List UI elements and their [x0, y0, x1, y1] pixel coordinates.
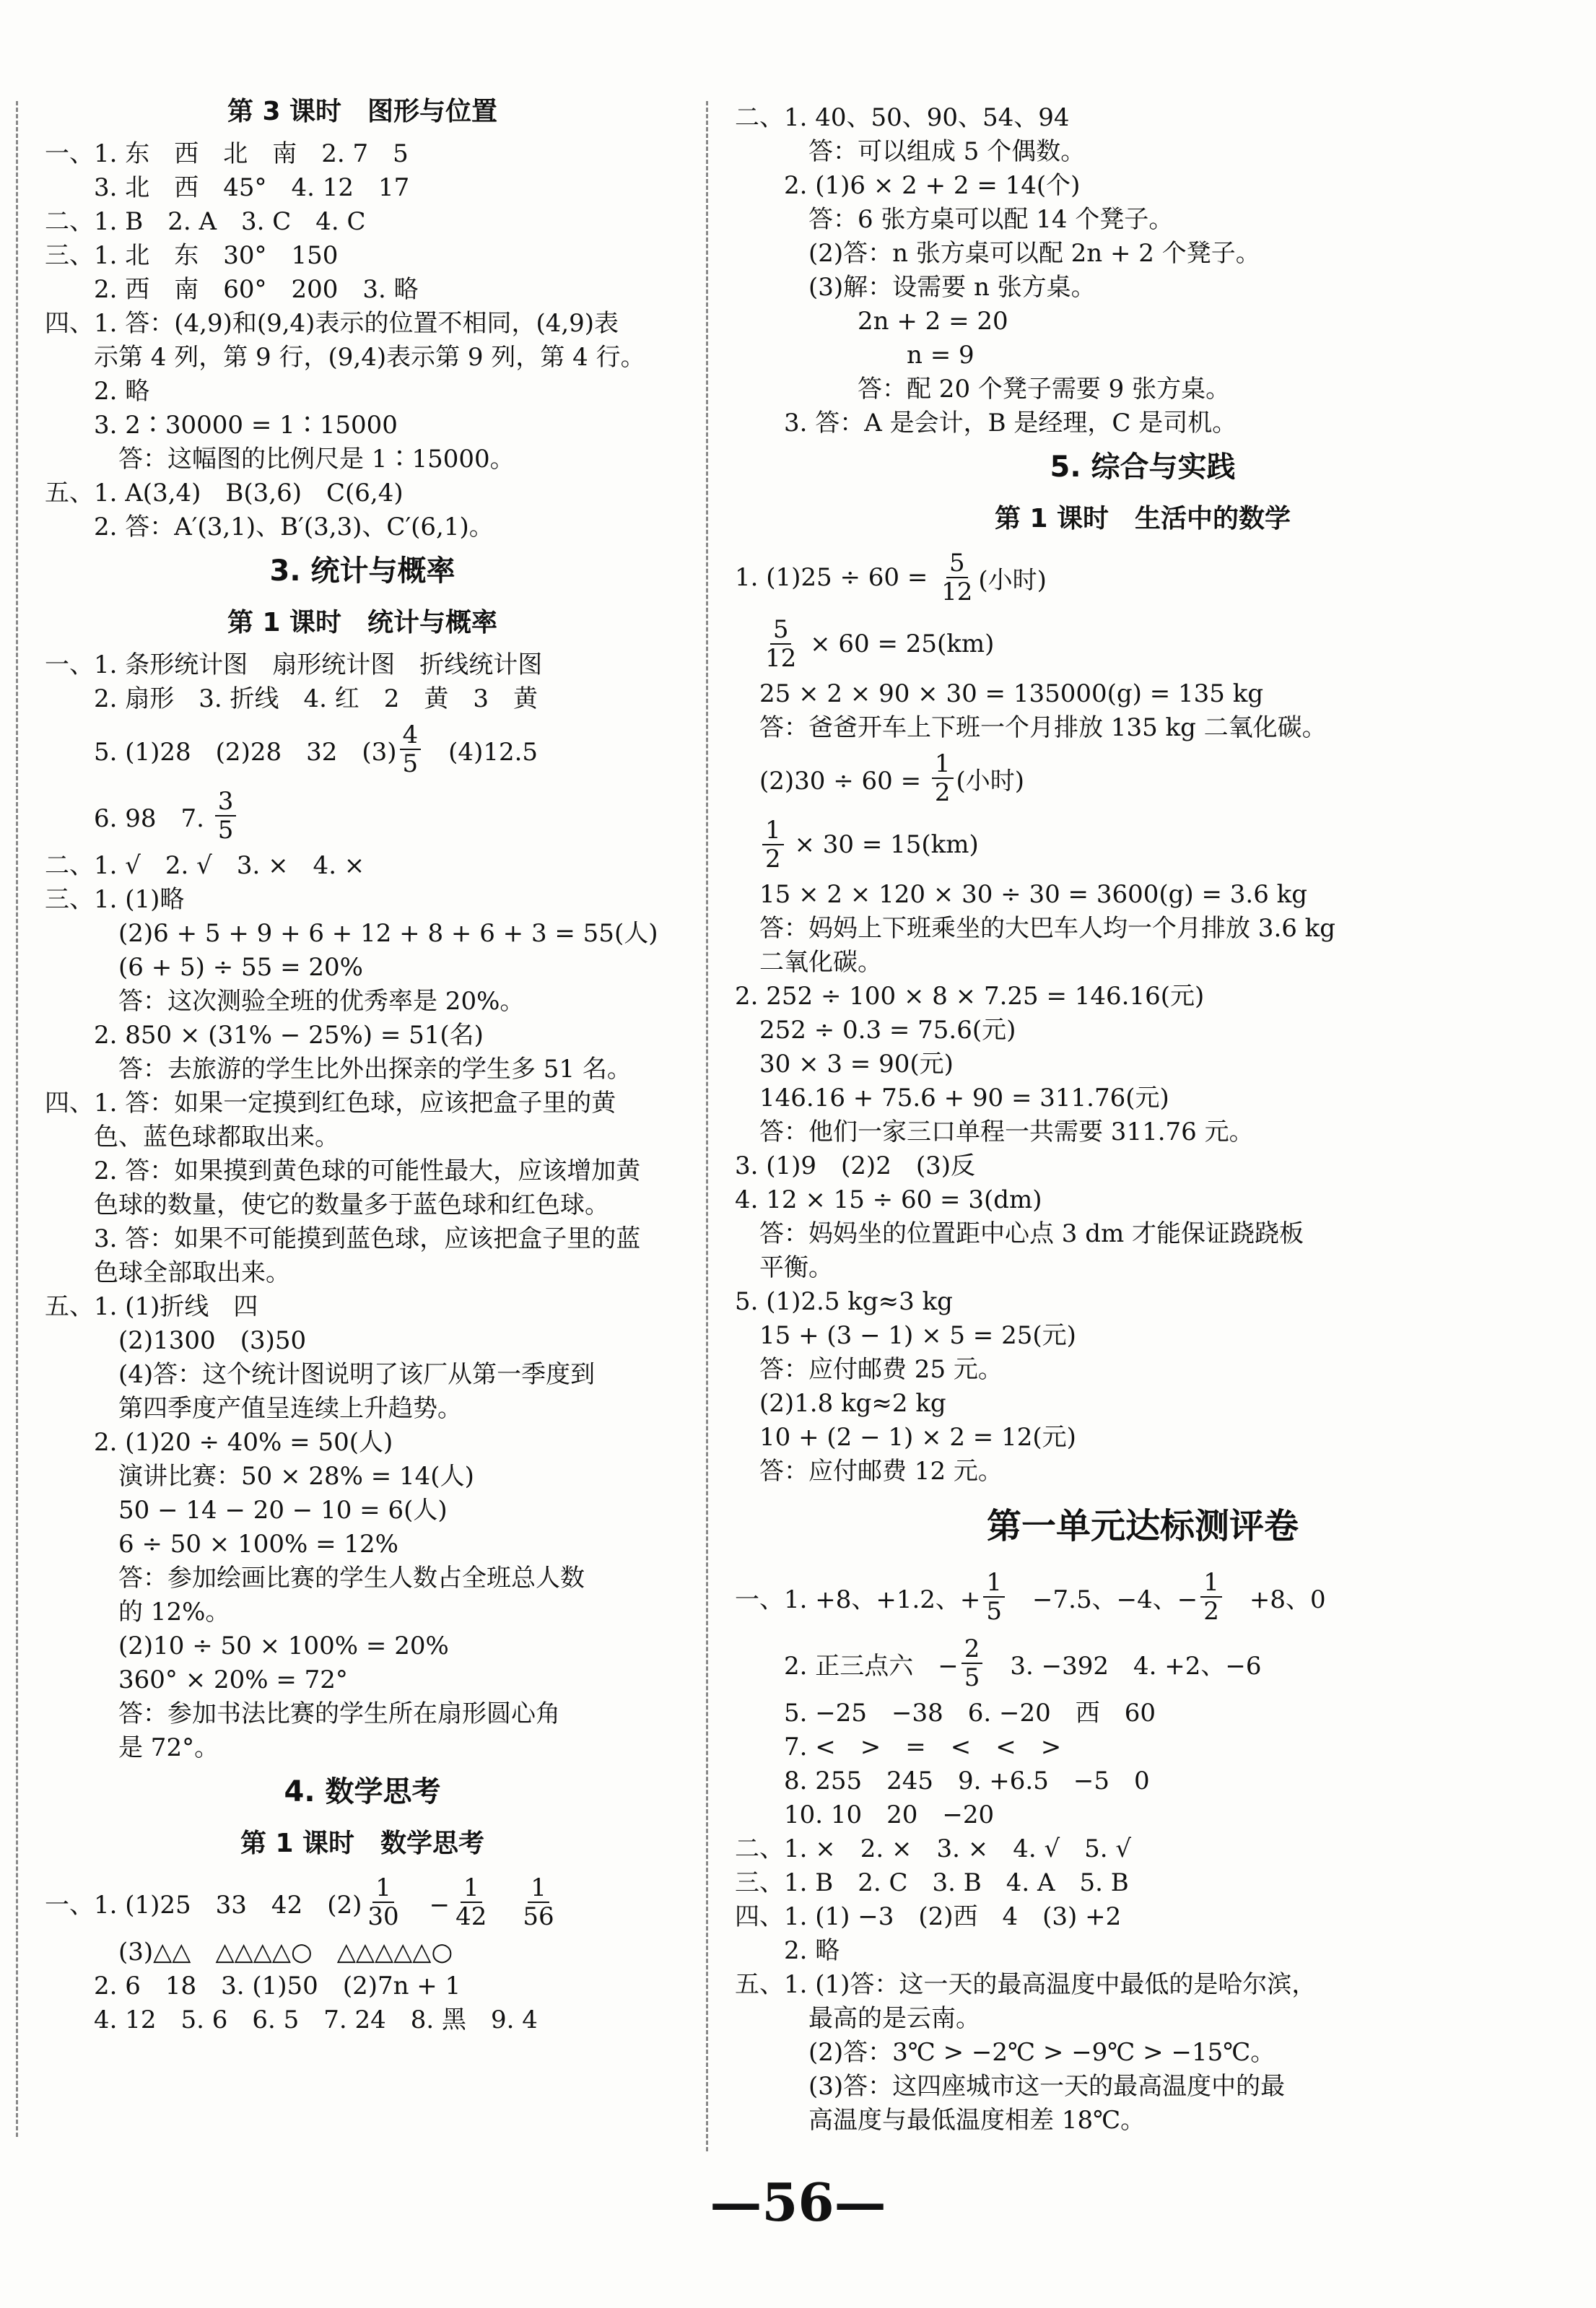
answer-line: 答：6 张方桌可以配 14 个凳子。 — [735, 205, 1174, 234]
fraction-numerator: 4 — [400, 721, 422, 750]
answer-line: 答：可以组成 5 个偶数。 — [735, 137, 1086, 166]
answer-line: 色球的数量，使它的数量多于蓝色球和红色球。 — [45, 1190, 609, 1219]
fraction — [983, 1569, 1005, 1625]
text-segment — [735, 627, 759, 662]
answer-line: 四、1. 答：(4,9)和(9,4)表示的位置不相同，(4,9)表 — [45, 309, 619, 338]
fraction — [400, 721, 422, 778]
answer-line: (2)1.8 kg≈2 kg — [735, 1389, 946, 1418]
fraction — [215, 788, 237, 844]
answer-line: 2. 答：如果摸到黄色球的可能性最大，应该增加黄 — [45, 1157, 641, 1185]
fraction-denominator: 5 — [986, 1597, 1003, 1626]
answer-line-with-fraction — [735, 1564, 1551, 1630]
answer-line: (3)解：设需要 n 张方桌。 — [735, 273, 1096, 302]
answer-line: 3. 北 西 45° 4. 12 17 — [45, 173, 410, 202]
fraction — [453, 1874, 489, 1930]
fraction-denominator: 2 — [765, 845, 781, 874]
answer-line: 答：这幅图的比例尺是 1∶15000。 — [45, 445, 515, 474]
answer-line: 答：应付邮费 12 元。 — [735, 1457, 1003, 1486]
answer-line: 四、1. 答：如果一定摸到红色球，应该把盒子里的黄 — [45, 1089, 616, 1118]
answer-line: 10 + (2 − 1) × 2 = 12(元) — [735, 1423, 1076, 1452]
answer-line: 25 × 2 × 90 × 30 = 135000(g) = 135 kg — [735, 679, 1264, 708]
text-segment: − — [404, 1890, 450, 1920]
fraction — [520, 1874, 557, 1930]
answer-line: 二氧化碳。 — [735, 948, 882, 977]
answer-line: 答：配 20 个凳子需要 9 张方桌。 — [735, 375, 1231, 404]
fraction-numerator: 2 — [961, 1635, 983, 1664]
fraction-numerator: 3 — [215, 788, 237, 816]
answer-line: 演讲比赛：50 × 28% = 14(人) — [45, 1462, 474, 1491]
text-segment: (4)12.5 — [424, 737, 538, 767]
answer-line: 2. 略 — [735, 1936, 840, 1965]
fraction-numerator: 1 — [932, 750, 954, 779]
answer-line: 三、1. B 2. C 3. B 4. A 5. B — [735, 1868, 1129, 1897]
answer-line: 10. 10 20 −20 — [735, 1800, 995, 1829]
answer-line: (2)1300 (3)50 — [45, 1326, 307, 1355]
answer-line: 二、1. √ 2. √ 3. × 4. × — [45, 851, 365, 880]
answer-line: 答：爸爸开车上下班一个月排放 135 kg 二氧化碳。 — [735, 713, 1327, 742]
answer-line: 色、蓝色球都取出来。 — [45, 1123, 339, 1151]
answer-line: 四、1. (1) −3 (2)西 4 (3) +2 — [735, 1902, 1122, 1931]
answer-line: 3. 答：A 是会计，B 是经理，C 是司机。 — [735, 409, 1237, 437]
answer-line: 二、1. 40、50、90、54、94 — [735, 103, 1070, 132]
text-segment: 5. (1)28 (2)28 32 (3) — [45, 737, 397, 767]
answer-line: 高温度与最低温度相差 18℃。 — [735, 2106, 1146, 2135]
text-segment: × 30 = 15(km) — [786, 830, 979, 859]
fraction-denominator: 5 — [217, 816, 234, 845]
text-segment: 一、1. +8、+1.2、+ — [735, 1585, 981, 1614]
text-segment: 6. 98 7. — [45, 804, 212, 833]
section-heading: 第一单元达标测评卷 — [986, 1506, 1299, 1546]
text-segment: (2)30 ÷ 60 = — [735, 766, 929, 796]
answer-line: 2. 252 ÷ 100 × 8 × 7.25 = 146.16(元) — [735, 982, 1205, 1011]
answer-line: 15 × 2 × 120 × 30 ÷ 30 = 3600(g) = 3.6 kg — [735, 880, 1308, 909]
answer-line: 答：他们一家三口单程一共需要 311.76 元。 — [735, 1118, 1254, 1146]
fraction-denominator: 30 — [367, 1902, 399, 1931]
section-heading: 5. 综合与实践 — [1050, 450, 1236, 484]
text-segment: 一、1. (1)25 33 42 (2) — [45, 1890, 362, 1920]
answer-line-with-fraction — [735, 745, 1551, 811]
fraction-denominator: 5 — [964, 1663, 980, 1692]
fraction-denominator: 42 — [455, 1902, 487, 1931]
answer-line: 360° × 20% = 72° — [45, 1665, 348, 1694]
text-segment: −7.5、−4、− — [1008, 1585, 1198, 1614]
answer-line: 色球全部取出来。 — [45, 1258, 290, 1287]
lesson-heading: 第 3 课时 图形与位置 — [227, 97, 498, 126]
answer-line: 2. 6 18 3. (1)50 (2)7n + 1 — [45, 1972, 461, 2000]
answer-line: 三、1. (1)略 — [45, 885, 185, 914]
answer-line: 3. (1)9 (2)2 (3)反 — [735, 1151, 975, 1180]
answer-line: (2)6 + 5 + 9 + 6 + 12 + 8 + 6 + 3 = 55(人) — [45, 919, 658, 948]
answer-line-with-fraction — [735, 1630, 1551, 1697]
answer-line: 答：妈妈坐的位置距中心点 3 dm 才能保证跷跷板 — [735, 1219, 1304, 1248]
text-segment — [492, 1885, 517, 1920]
text-segment: +8、0 — [1224, 1585, 1326, 1614]
answer-line-with-fraction — [735, 544, 1551, 611]
answer-line: 2. 850 × (31% − 25%) = 51(名) — [45, 1021, 484, 1050]
answer-line: 答：妈妈上下班乘坐的大巴车人均一个月排放 3.6 kg — [735, 914, 1336, 943]
answer-line: 二、1. B 2. A 3. C 4. C — [45, 207, 366, 236]
column-divider — [706, 101, 708, 2151]
answer-line: 30 × 3 = 90(元) — [735, 1050, 954, 1079]
answer-line: 五、1. A(3,4) B(3,6) C(6,4) — [45, 479, 404, 508]
left-column — [45, 87, 680, 2037]
answer-line: 答：参加书法比赛的学生所在扇形圆心角 — [45, 1699, 560, 1728]
answer-line-with-fraction — [735, 611, 1551, 677]
fraction-denominator: 12 — [765, 644, 797, 673]
fraction-denominator: 5 — [402, 749, 419, 778]
answer-line: (3)答：这四座城市这一天的最高温度中的最 — [735, 2072, 1286, 2101]
text-segment — [735, 827, 759, 863]
fraction-numerator: 1 — [762, 816, 784, 845]
answer-line-with-fraction — [45, 783, 680, 849]
right-column — [735, 101, 1551, 2138]
fraction — [932, 750, 954, 806]
answer-line: 一、1. 东 西 北 南 2. 7 5 — [45, 139, 409, 168]
fraction — [938, 549, 975, 606]
answer-line: 146.16 + 75.6 + 90 = 311.76(元) — [735, 1084, 1169, 1112]
lesson-heading: 第 1 课时 统计与概率 — [227, 608, 498, 637]
answer-line: 2. 答：A′(3,1)、B′(3,3)、C′(6,1)。 — [45, 513, 494, 541]
answer-line: 50 − 14 − 20 − 10 = 6(人) — [45, 1496, 448, 1525]
answer-line: (6 + 5) ÷ 55 = 20% — [45, 953, 363, 982]
fraction-numerator: 1 — [372, 1874, 394, 1903]
answer-line: n = 9 — [735, 341, 974, 370]
answer-line: 二、1. × 2. × 3. × 4. √ 5. √ — [735, 1834, 1132, 1863]
answer-line: 一、1. 条形统计图 扇形统计图 折线统计图 — [45, 650, 543, 679]
answer-line-with-fraction — [45, 716, 680, 783]
answer-line: 2n + 2 = 20 — [735, 307, 1008, 336]
fraction — [1200, 1569, 1222, 1625]
answer-line: 答：参加绘画比赛的学生人数占全班总人数 — [45, 1564, 585, 1593]
answer-line: (4)答：这个统计图说明了该厂从第一季度到 — [45, 1360, 596, 1389]
answer-line: 252 ÷ 0.3 = 75.6(元) — [735, 1016, 1016, 1045]
answer-line: 3. 答：如果不可能摸到蓝色球，应该把盒子里的蓝 — [45, 1224, 641, 1253]
fraction — [762, 616, 799, 672]
answer-line: 2. 西 南 60° 200 3. 略 — [45, 275, 419, 304]
answer-line: 第四季度产值呈连续上升趋势。 — [45, 1394, 462, 1423]
answer-line: 7. < > = < < > — [735, 1733, 1062, 1762]
answer-line: 2. 扇形 3. 折线 4. 红 2 黄 3 黄 — [45, 684, 538, 713]
answer-line: 平衡。 — [735, 1253, 833, 1282]
section-heading: 3. 统计与概率 — [269, 554, 455, 588]
text-segment: (小时) — [956, 766, 1025, 796]
fraction-numerator: 5 — [770, 616, 792, 645]
fraction-denominator: 2 — [934, 778, 951, 807]
answer-line: 5. −25 −38 6. −20 西 60 — [735, 1699, 1156, 1728]
fraction-numerator: 1 — [983, 1569, 1005, 1598]
answer-line: 五、1. (1)折线 四 — [45, 1292, 258, 1321]
lesson-heading: 第 1 课时 数学思考 — [240, 1829, 485, 1858]
page-number: —56— — [710, 2172, 886, 2233]
answer-line: (2)10 ÷ 50 × 100% = 20% — [45, 1632, 449, 1660]
fraction — [762, 816, 784, 873]
fraction-denominator: 2 — [1203, 1597, 1219, 1626]
text-segment: 3. −392 4. +2、−6 — [985, 1651, 1262, 1681]
text-segment: 2. 正三点六 − — [735, 1651, 959, 1681]
lesson-heading: 第 1 课时 生活中的数学 — [994, 504, 1291, 534]
answer-line: 4. 12 × 15 ÷ 60 = 3(dm) — [735, 1185, 1042, 1214]
fraction-numerator: 5 — [946, 549, 968, 578]
text-segment: (小时) — [978, 565, 1047, 595]
answer-line: 是 72°。 — [45, 1733, 219, 1762]
answer-line: 2. (1)6 × 2 + 2 = 14(个) — [735, 171, 1081, 200]
fraction-denominator: 12 — [941, 578, 973, 606]
answer-line: 最高的是云南。 — [735, 2004, 980, 2033]
answer-line: 5. (1)2.5 kg≈3 kg — [735, 1287, 953, 1316]
answer-line: 6 ÷ 50 × 100% = 12% — [45, 1530, 398, 1559]
fraction — [365, 1874, 401, 1930]
answer-line: (3)△△ △△△△○ △△△△△○ — [45, 1938, 453, 1967]
answer-line: 示第 4 列，第 9 行，(9,4)表示第 9 列，第 4 行。 — [45, 343, 645, 372]
fraction-denominator: 56 — [523, 1902, 554, 1931]
answer-line: (2)答：3℃ > −2℃ > −9℃ > −15℃。 — [735, 2038, 1276, 2067]
answer-line: 3. 2∶30000 = 1∶15000 — [45, 411, 398, 440]
answer-line: 答：去旅游的学生比外出探亲的学生多 51 名。 — [45, 1055, 632, 1084]
left-margin-rule — [16, 101, 18, 2137]
section-heading: 4. 数学思考 — [284, 1775, 441, 1808]
answer-line: 15 + (3 − 1) × 5 = 25(元) — [735, 1321, 1076, 1350]
fraction-numerator: 1 — [528, 1874, 549, 1903]
fraction — [961, 1635, 983, 1691]
answer-line-with-fraction — [45, 1869, 680, 1935]
answer-line: 五、1. (1)答：这一天的最高温度中最低的是哈尔滨， — [735, 1970, 1317, 1999]
answer-line: 2. (1)20 ÷ 40% = 50(人) — [45, 1428, 393, 1457]
answer-line: (2)答：n 张方桌可以配 2n + 2 个凳子。 — [735, 239, 1260, 268]
text-segment: × 60 = 25(km) — [802, 630, 995, 658]
answer-line: 的 12%。 — [45, 1598, 230, 1627]
answer-line: 2. 略 — [45, 377, 150, 406]
answer-line: 4. 12 5. 6 6. 5 7. 24 8. 黑 9. 4 — [45, 2006, 538, 2034]
answer-line-with-fraction — [735, 811, 1551, 878]
fraction-numerator: 1 — [461, 1874, 482, 1903]
fraction-numerator: 1 — [1200, 1569, 1222, 1598]
answer-line: 答：应付邮费 25 元。 — [735, 1355, 1003, 1384]
answer-line: 三、1. 北 东 30° 150 — [45, 241, 339, 270]
text-segment: 1. (1)25 ÷ 60 = — [735, 563, 936, 592]
answer-line: 答：这次测验全班的优秀率是 20%。 — [45, 987, 525, 1016]
answer-line: 8. 255 245 9. +6.5 −5 0 — [735, 1767, 1150, 1795]
